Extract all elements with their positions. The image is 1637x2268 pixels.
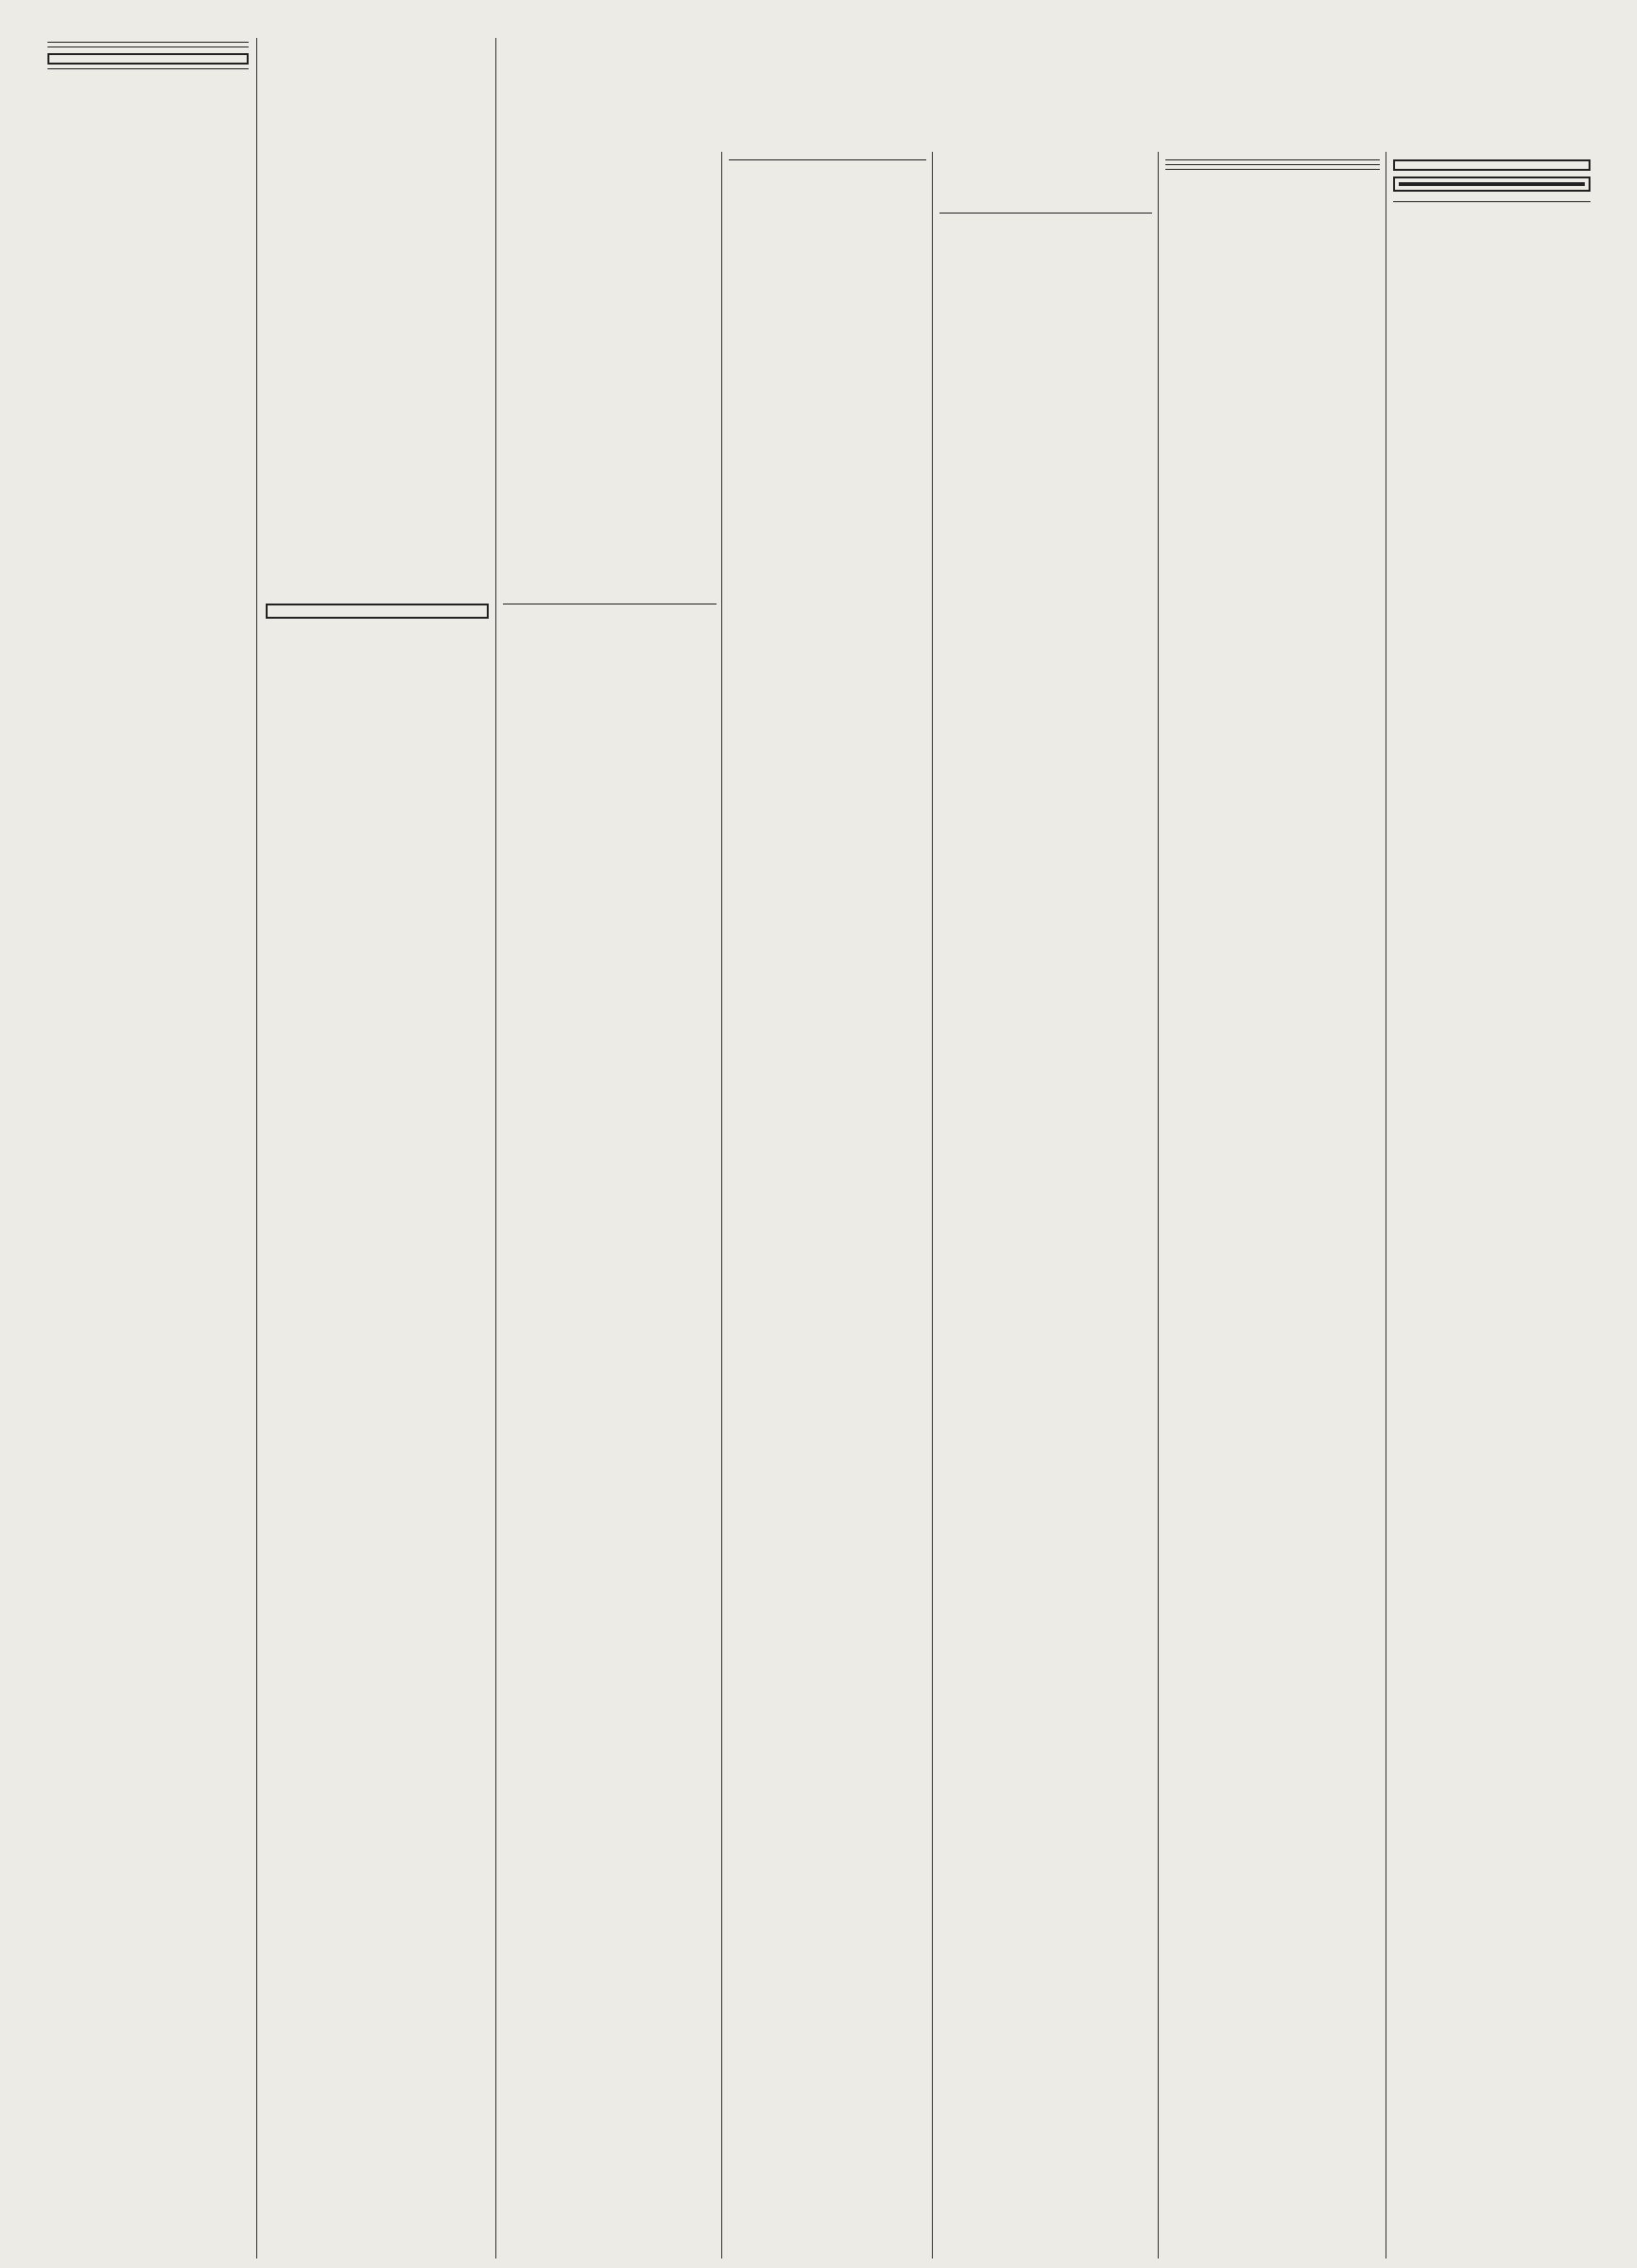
column-rule <box>1158 152 1159 2259</box>
divider <box>1165 164 1380 165</box>
page-header <box>0 0 1637 38</box>
column-5 <box>939 209 1152 2259</box>
cartaz-box <box>266 604 489 619</box>
column-6 <box>1165 154 1380 2259</box>
bolsa-title <box>1399 182 1585 186</box>
column-4 <box>729 154 926 2259</box>
column-1 <box>47 38 249 2259</box>
divider <box>1165 169 1380 170</box>
divider <box>939 213 1152 214</box>
divider <box>1165 159 1380 160</box>
amadora-block <box>266 53 721 585</box>
lottery-ad <box>47 53 249 65</box>
column-3 <box>503 598 716 2259</box>
column-rule <box>256 38 257 2259</box>
divider <box>47 46 249 47</box>
bolsa-ad <box>1393 177 1590 192</box>
divider <box>1393 201 1590 202</box>
column-7 <box>1393 154 1590 2259</box>
divider <box>47 42 249 43</box>
divider <box>729 159 926 160</box>
masthead <box>731 42 1628 158</box>
column-rule <box>932 152 933 2259</box>
column-rule <box>721 152 722 2259</box>
divider <box>47 68 249 69</box>
theatros-column <box>266 598 489 2259</box>
simoes-ad <box>1393 159 1590 171</box>
